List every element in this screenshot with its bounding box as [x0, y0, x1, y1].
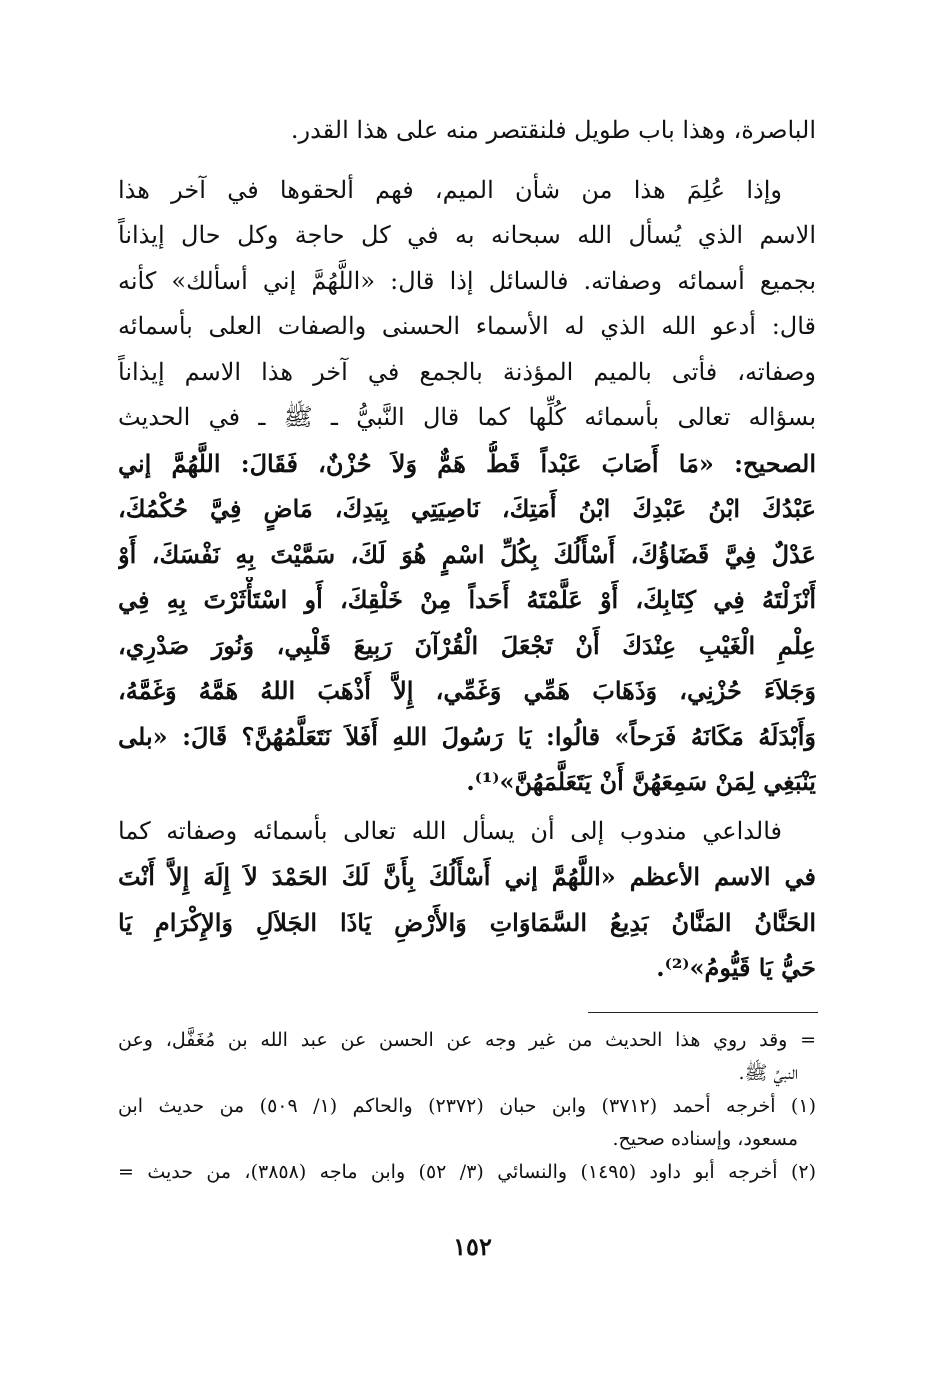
- hadith-line: أَنْزَلْتَهُ فِي كِتَابِكَ، أَوْ عَلَّمْتَهُ أَحَداً مِنْ خَلْقِكَ، أَو اسْتَأْثَرْتَ بِهِ فِي: [118, 585, 816, 614]
- footnote-1: [118, 1090, 816, 1156]
- paragraph-2: [118, 168, 816, 805]
- hadith-line: عَبْدُكَ ابْنُ عَبْدِكَ ابْنُ أَمَتِكَ، نَاصِيَتِي بِيَدِكَ، مَاضٍ فِيَّ حُكْمُكَ،: [118, 494, 816, 523]
- footnotes: [118, 1024, 816, 1189]
- hadith-line: الحَنَّانُ المَنَّانُ بَدِيعُ السَّمَاوَاتِ وَالأَرْضِ يَاذَا الجَلاَلِ وَالإِكْرَامِ يَا: [118, 907, 816, 937]
- footnote-line: = وقد روي هذا الحديث من غير وجه عن الحسن عن عبد الله بن مُغَفَّل، وعن: [118, 1029, 816, 1051]
- footnote-divider: [588, 1012, 818, 1013]
- text-line: بجميع أسمائه وصفاته. فالسائل إذا قال: «اللَّهُمَّ إني أسألك» كأنه: [118, 266, 816, 295]
- text-line: وإذا عُلِمَ هذا من شأن الميم، فهم ألحقوها في آخر هذا: [118, 175, 782, 204]
- hadith-line: وَجَلاَءَ حُزْنِي، وَذَهَابَ هَمِّي وَغَمِّي، إِلاَّ أَذْهَبَ اللهُ هَمَّهُ وَغَمَّهُ،: [118, 676, 816, 705]
- text-line: فالداعي مندوب إلى أن يسأل الله تعالى بأسمائه وصفاته كما: [118, 816, 782, 845]
- text-line: قال: أدعو الله الذي له الأسماء الحسنى والصفات العلى بأسمائه: [118, 312, 816, 340]
- hadith-line: وَأَبْدَلَهُ مَكَانَهُ فَرَحاً» قالُوا: يَا رَسُولَ اللهِ أَفَلاَ نَتَعَلَّمُهُنَّ؟ قَالَ: «بلى: [118, 721, 816, 751]
- footnote-line: النبيِّ ﷺ.: [738, 1062, 798, 1084]
- hadith-line: في الاسم الأعظم «اللَّهُمَّ إني أَسْأَلُكَ بِأَنَّ لَكَ الحَمْدَ لاَ إِلَهَ إِلاَّ أَنْتَ: [118, 862, 816, 891]
- paragraph-1: [118, 108, 816, 154]
- footnote-2: [118, 1156, 816, 1189]
- page-number: ١٥٢: [453, 1232, 492, 1261]
- text-line: الاسم الذي يُسأل الله سبحانه به في كل حاجة وكل حال إيذاناً: [118, 221, 816, 249]
- hadith-line: الصحيح: «مَا أَصَابَ عَبْداً قَطُّ هَمٌّ وَلاَ حُزْنٌ، فَقَالَ: اللَّهُمَّ إني: [118, 448, 816, 478]
- hadith-line: عَدْلٌ فِيَّ قَضَاؤُكَ، أَسْأَلُكَ بِكُلِّ اسْمٍ هُوَ لَكَ، سَمَّيْتَ بِهِ نَفْسَكَ، أَوْ: [118, 539, 816, 569]
- hadith-line: حَيُّ يَا قَيُّومُ»⁽²⁾.: [656, 953, 816, 982]
- main-text: [118, 108, 816, 991]
- hadith-line: عِلْمِ الْغَيْبِ عِنْدَكَ أَنْ تَجْعَلَ الْقُرْآنَ رَبِيعَ قَلْبِي، وَنُورَ صَدْرِي،: [118, 630, 816, 660]
- footnote-line: (٢) أخرجه أبو داود (١٤٩٥) والنسائي (٣/ ٥٢) وابن ماجه (٣٨٥٨)، من حديث =: [118, 1161, 816, 1183]
- footnote-continuation: [118, 1024, 816, 1090]
- paragraph-3: [118, 809, 816, 991]
- footnote-line: (١) أخرجه أحمد (٣٧١٢) وابن حبان (٢٣٧٢) والحاكم (١/ ٥٠٩) من حديث ابن: [118, 1095, 816, 1117]
- hadith-line: يَنْبَغِي لِمَنْ سَمِعَهُنَّ أَنْ يَتَعَلَّمَهُنَّ»⁽¹⁾.: [466, 767, 816, 796]
- text-line: وصفاته، فأتى بالميم المؤذنة بالجمع في آخر هذا الاسم إيذاناً: [118, 357, 816, 386]
- text-line: الباصرة، وهذا باب طويل فلنقتصر منه على هذا القدر.: [290, 116, 816, 144]
- text-line: بسؤاله تعالى بأسمائه كُلِّها كما قال النَّبيُّ ـ ﷺ ـ في الحديث: [118, 403, 816, 431]
- footnote-line: مسعود، وإسناده صحيح.: [612, 1128, 798, 1150]
